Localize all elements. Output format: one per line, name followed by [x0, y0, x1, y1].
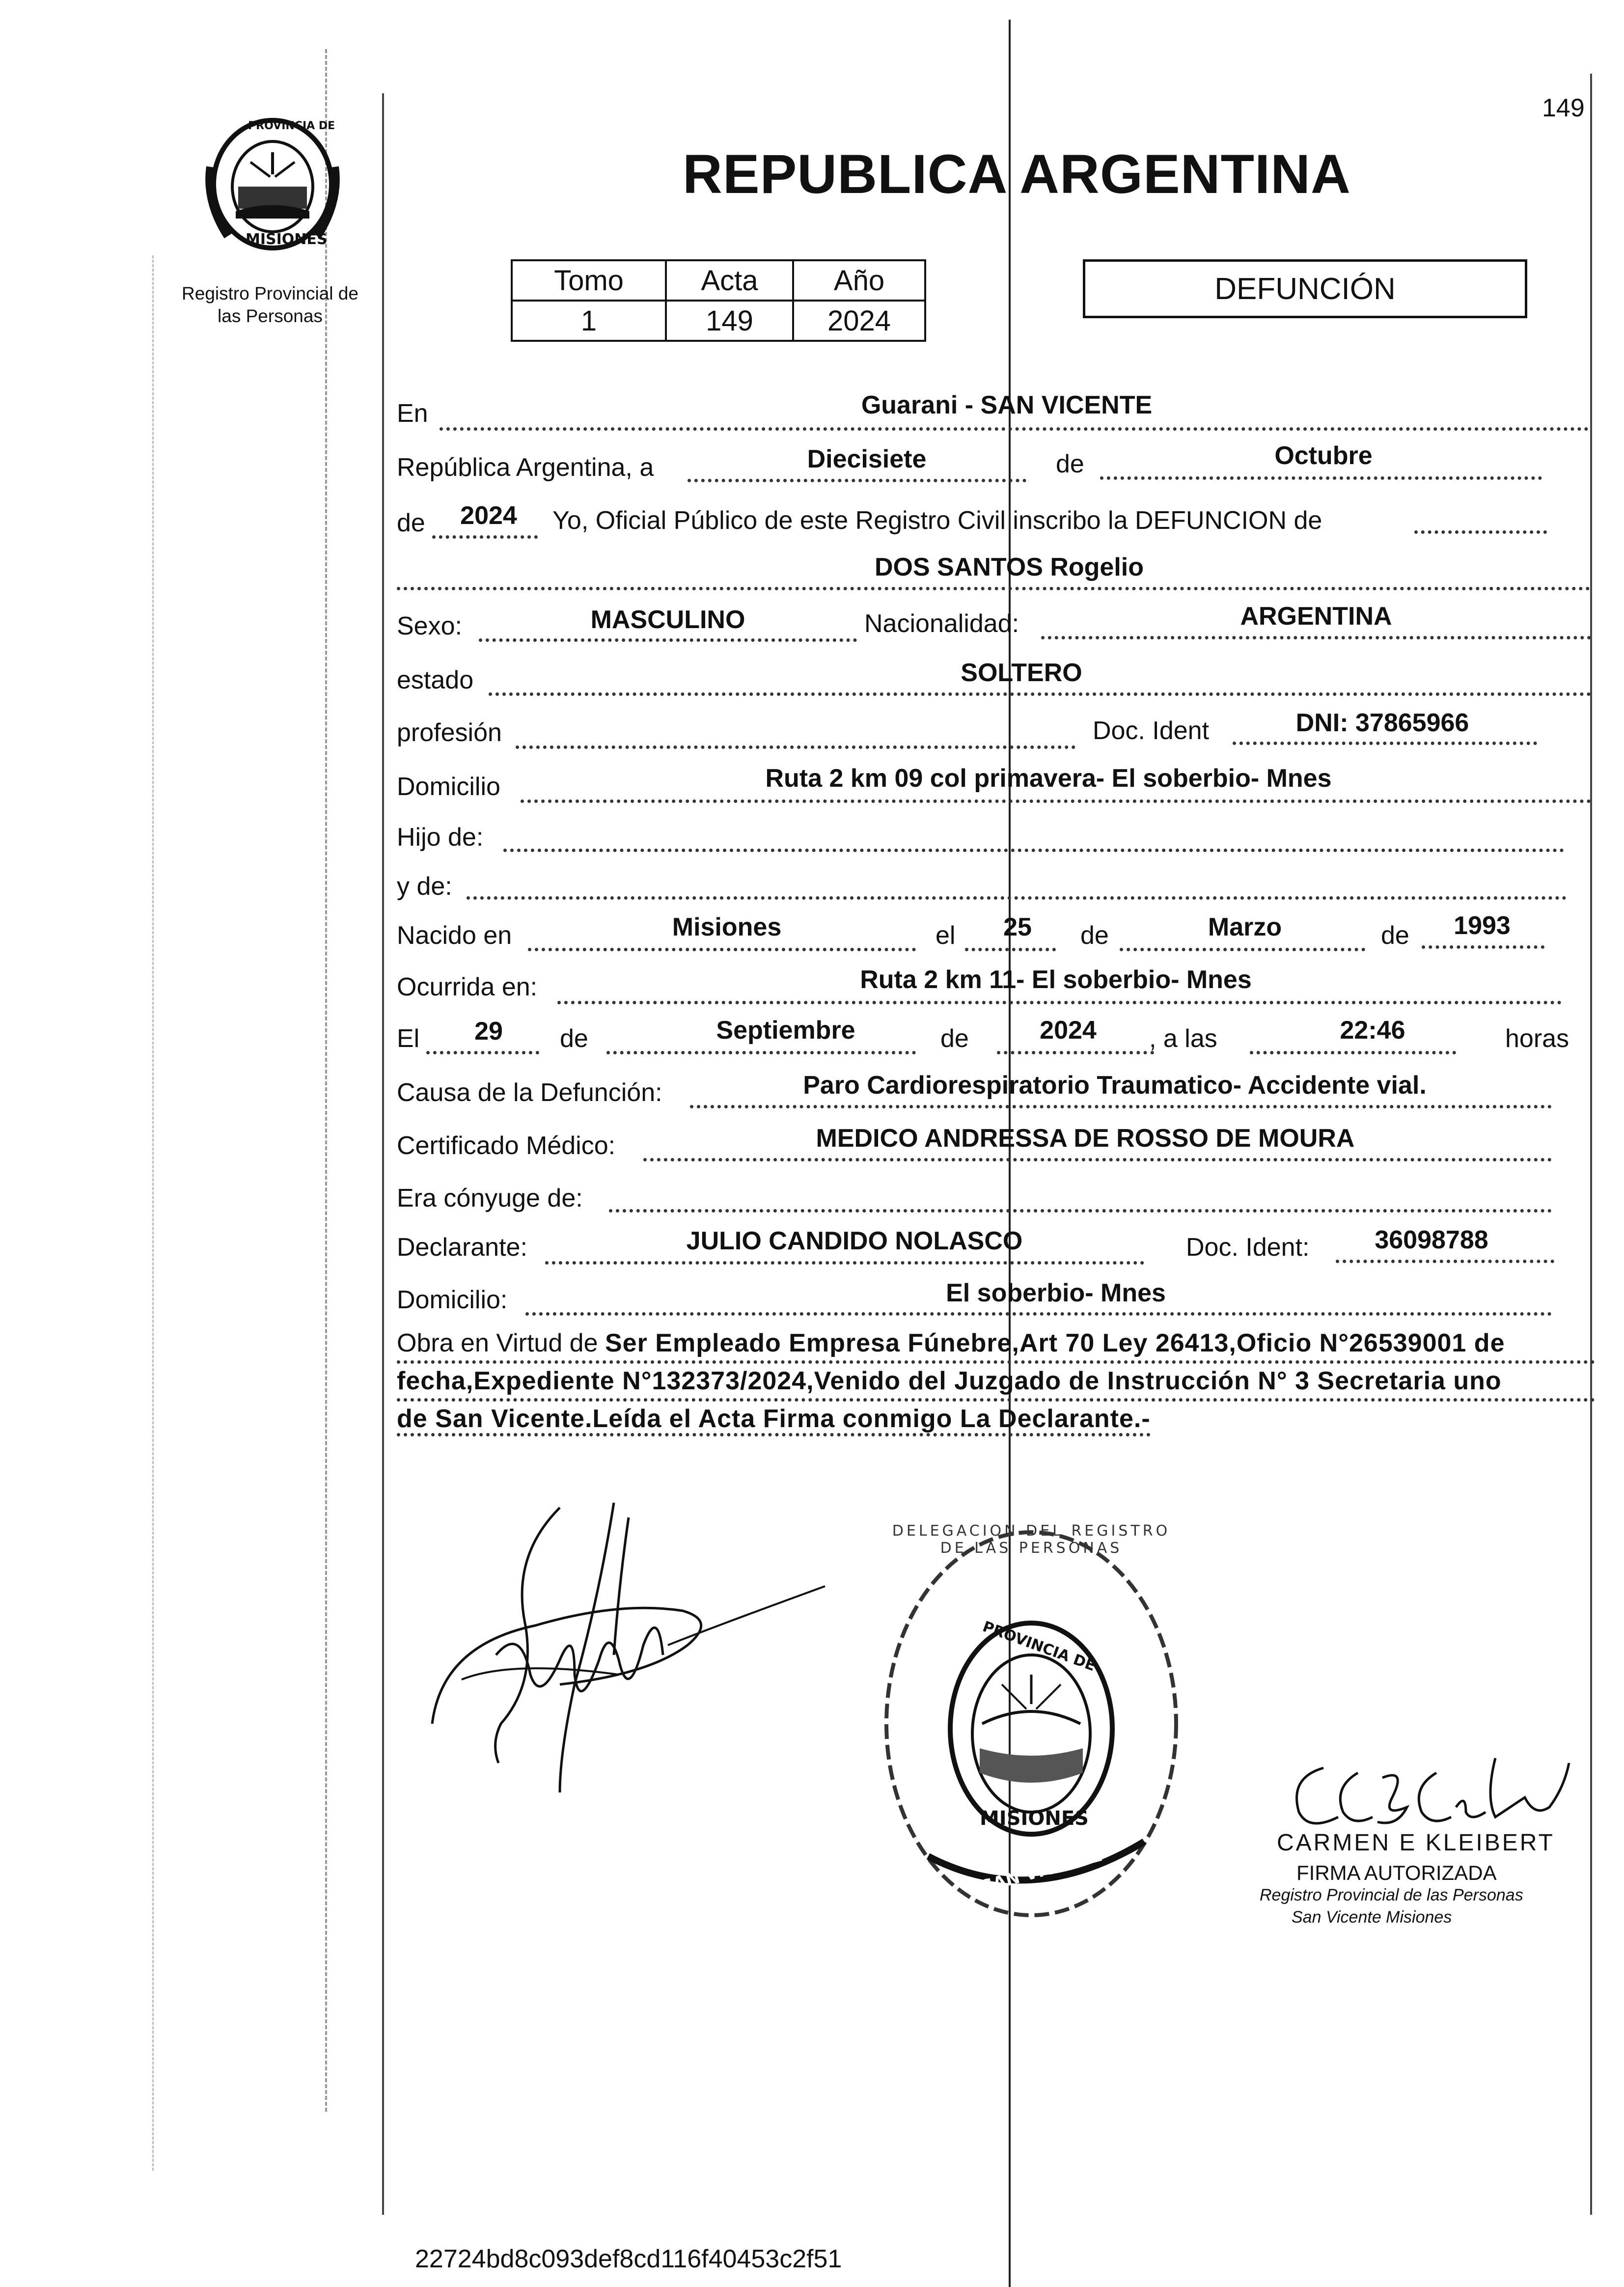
left-margin-line	[382, 93, 384, 2215]
civil-status-value: SOLTERO	[961, 659, 1082, 687]
obra-line-1	[397, 1326, 1595, 1364]
cause-value: Paro Cardiorespiratorio Traumatico- Accidente vial.	[803, 1071, 1427, 1100]
label-de: de	[1056, 450, 1084, 478]
dotted-line	[432, 535, 538, 539]
sex-value: MASCULINO	[590, 606, 745, 634]
tomo-header: Tomo	[512, 260, 666, 301]
label-estado: estado	[397, 666, 474, 694]
dotted-line	[440, 427, 1589, 431]
ano-header: Año	[793, 260, 925, 301]
registry-name	[165, 282, 376, 328]
label-republica: República Argentina, a	[397, 453, 654, 482]
deceased-name-value: DOS SANTOS Rogelio	[875, 553, 1144, 581]
page-number: 149	[1542, 94, 1585, 122]
label-ocurrida-en: Ocurrida en:	[397, 973, 538, 1001]
stamp-inner-top: PROVINCIA DE	[980, 1618, 1098, 1675]
obra-text-3: de San Vicente.Leída el Acta Firma conmigo La Declarante.-	[397, 1405, 1151, 1436]
declarant-signature	[413, 1498, 854, 1805]
authority-registry: Registro Provincial de las Personas	[1260, 1886, 1523, 1904]
province-coat-of-arms	[201, 113, 344, 258]
dotted-line	[688, 479, 1026, 482]
dotted-line	[426, 1051, 539, 1054]
death-year-value: 2024	[1040, 1016, 1097, 1045]
medical-certificate-value: MEDICO ANDRESSA DE ROSSO DE MOURA	[816, 1124, 1355, 1153]
dotted-line	[1422, 945, 1544, 949]
death-month-value: Septiembre	[716, 1016, 855, 1045]
dotted-line	[503, 849, 1564, 852]
label-doc-ident: Doc. Ident	[1093, 716, 1210, 745]
dotted-line	[1336, 1260, 1554, 1263]
registry-line-1: Registro Provincial de	[182, 283, 358, 303]
label-de: de	[940, 1024, 969, 1053]
dotted-line	[690, 1105, 1552, 1108]
dotted-line	[397, 587, 1590, 590]
label-de: de	[560, 1024, 588, 1053]
coat-seal-bottom-text: MISIONES	[246, 231, 328, 248]
label-certificado: Certificado Médico:	[397, 1131, 616, 1160]
label-horas: horas	[1505, 1024, 1569, 1053]
dotted-line	[965, 948, 1056, 951]
birth-day-value: 25	[1003, 913, 1032, 941]
authorized-signature	[1279, 1748, 1584, 1839]
nationality-value: ARGENTINA	[1240, 602, 1392, 631]
obra-paragraph	[397, 1326, 1595, 1436]
stamp-ring-text: DELEGACION DEL REGISTRO DE LAS PERSONAS	[892, 1522, 1171, 1557]
dotted-line	[528, 948, 916, 951]
doc-id-value: DNI: 37865966	[1295, 709, 1469, 737]
dotted-line	[997, 1051, 1154, 1054]
acta-value: 149	[666, 301, 793, 341]
tomo-value: 1	[512, 301, 666, 341]
left-edge-dashes	[147, 49, 329, 2112]
dotted-line	[1100, 476, 1542, 480]
birth-place-value: Misiones	[672, 913, 782, 941]
label-de: de	[1381, 921, 1409, 950]
document-type-box	[1083, 259, 1527, 318]
label-el: el	[936, 921, 956, 950]
label-nacido-en: Nacido en	[397, 921, 512, 950]
authority-role: FIRMA AUTORIZADA	[1296, 1861, 1497, 1884]
record-table	[511, 259, 926, 342]
obra-line-3	[397, 1402, 1595, 1436]
birth-month-value: Marzo	[1208, 913, 1282, 941]
ano-value: 2024	[793, 301, 925, 341]
dotted-line	[1250, 1051, 1456, 1054]
intro-text: Yo, Oficial Público de este Registro Civil inscribo la DEFUNCION de	[552, 506, 1322, 535]
birth-year-value: 1993	[1454, 911, 1511, 940]
dotted-line	[606, 1051, 916, 1054]
dotted-line	[1233, 742, 1537, 745]
dotted-line	[1041, 636, 1591, 639]
authority-name: CARMEN E KLEIBERT	[1277, 1830, 1555, 1856]
coat-seal-top-text: PROVINCIA DE	[248, 120, 335, 132]
label-conyuge: Era cónyuge de:	[397, 1184, 583, 1212]
stamp-bottom-text: SAN VICENTE	[979, 1845, 1104, 1897]
label-hijo-de: Hijo de:	[397, 823, 484, 852]
label-en: En	[397, 399, 428, 428]
label-profesion: profesión	[397, 718, 502, 747]
label-de: de	[397, 509, 425, 537]
label-domicilio2: Domicilio:	[397, 1286, 508, 1314]
label-doc-ident2: Doc. Ident:	[1186, 1233, 1310, 1262]
dotted-line	[545, 1261, 1144, 1265]
label-El: El	[397, 1024, 420, 1053]
authority-city: San Vicente Misiones	[1292, 1908, 1452, 1927]
address-value: Ruta 2 km 09 col primavera- El soberbio- Mnes	[765, 764, 1332, 793]
year-value: 2024	[460, 501, 517, 530]
place-value: Guarani - SAN VICENTE	[861, 391, 1153, 419]
declarant-doc-value: 36098788	[1375, 1226, 1488, 1254]
label-causa: Causa de la Defunción:	[397, 1078, 662, 1107]
death-place-value: Ruta 2 km 11- El soberbio- Mnes	[860, 965, 1252, 994]
document-hash: 22724bd8c093def8cd116f40453c2f51	[415, 2245, 842, 2273]
dotted-line	[557, 1001, 1562, 1004]
label-y-de: y de:	[397, 872, 452, 901]
registry-line-2: las Personas	[218, 306, 323, 326]
official-stamp	[869, 1517, 1193, 1942]
death-day-value: 29	[474, 1017, 503, 1046]
label-de: de	[1080, 921, 1109, 950]
dotted-line	[521, 799, 1591, 803]
label-declarante: Declarante:	[397, 1233, 527, 1262]
obra-line-2: fecha,Expediente N°132373/2024,Venido del Juzgado de Instrucción N° 3 Secretaria uno	[397, 1364, 1595, 1402]
dotted-line	[1120, 948, 1365, 951]
dotted-line	[516, 745, 1075, 749]
right-margin-line	[1590, 74, 1592, 2215]
document-type: DEFUNCIÓN	[1214, 272, 1396, 306]
dotted-line	[489, 692, 1591, 696]
day-words-value: Diecisiete	[807, 445, 927, 473]
label-a-las: , a las	[1149, 1024, 1217, 1053]
label-sexo: Sexo:	[397, 612, 462, 640]
dotted-line	[467, 896, 1567, 900]
fold-line	[1009, 20, 1011, 2287]
obra-text-1: Ser Empleado Empresa Fúnebre,Art 70 Ley 26413,Oficio N°26539001 de	[605, 1329, 1505, 1357]
acta-header: Acta	[666, 260, 793, 301]
dotted-line	[525, 1312, 1552, 1316]
label-nacionalidad: Nacionalidad:	[864, 609, 1019, 638]
declarant-value: JULIO CANDIDO NOLASCO	[686, 1227, 1023, 1255]
dotted-line	[643, 1158, 1552, 1161]
dotted-line	[609, 1209, 1552, 1212]
label-obra: Obra en Virtud de	[397, 1329, 598, 1357]
month-words-value: Octubre	[1274, 441, 1373, 470]
dotted-line	[479, 638, 857, 642]
declarant-address-value: El soberbio- Mnes	[946, 1279, 1166, 1307]
dotted-line	[1414, 530, 1547, 534]
document-title: REPUBLICA ARGENTINA	[683, 143, 1351, 205]
death-time-value: 22:46	[1340, 1016, 1405, 1045]
label-domicilio: Domicilio	[397, 772, 500, 801]
stamp-inner-bottom: MISIONES	[980, 1807, 1089, 1830]
